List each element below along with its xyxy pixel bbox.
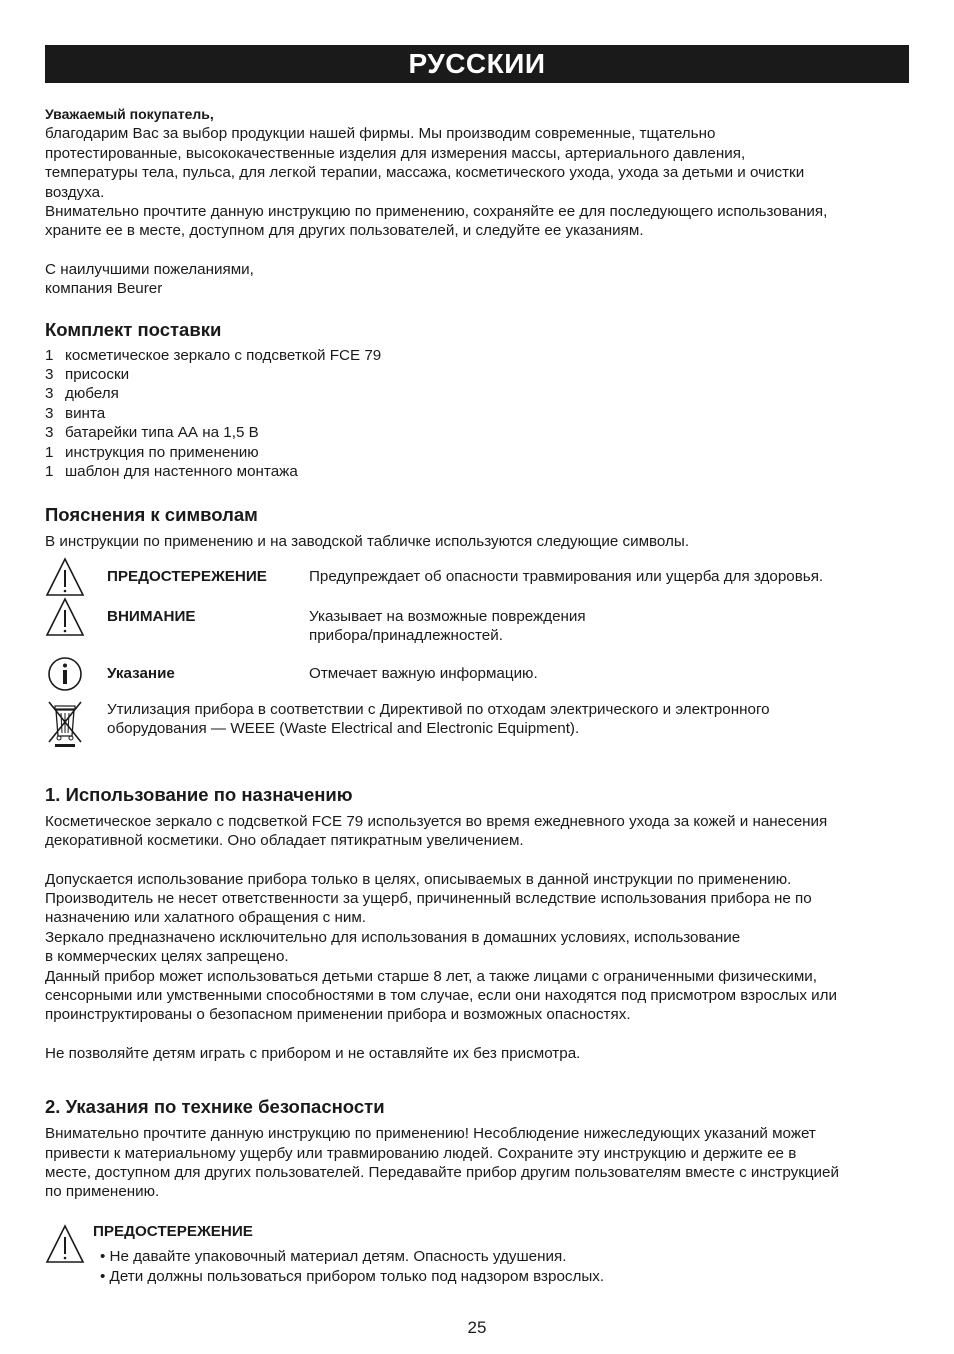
- contents-section: [45, 319, 909, 482]
- section1-heading: 1. Использование по назначению: [45, 783, 353, 805]
- paragraph-line: проинструктированы о безопасном применении прибора и возможных опасностях.: [45, 1006, 631, 1024]
- warning-triangle-icon: [45, 1224, 85, 1264]
- page-title: РУССКИИ: [408, 48, 546, 79]
- note-label: Указание: [107, 664, 175, 682]
- intro-line: воздуха.: [45, 183, 105, 201]
- paragraph-line: сенсорными или умственными способностями в том случае, если они находятся под присмотром взрослых или: [45, 986, 837, 1004]
- paragraph-line: месте, доступном для других пользователей. Передавайте прибор другим пользователям вместе с инструкцией: [45, 1164, 839, 1181]
- symbols-intro: В инструкции по применению и на заводской табличке используются следующие символы.: [45, 532, 690, 550]
- intro-line: протестированные, высококачественные изделия для измерения массы, артериального давления,: [45, 144, 746, 162]
- section-safety: [45, 1096, 909, 1286]
- safety-bullets: [93, 1247, 604, 1286]
- paragraph-line: Производитель не несет ответственности за ущерб, причиненный вследствие использования прибора не по: [45, 889, 812, 907]
- safety-warning-block: [45, 1222, 909, 1286]
- contents-list: [45, 346, 909, 482]
- paragraph-line: привести к материальному ущербу или травмированию людей. Сохраните эту инструкцию и держите ее в: [45, 1144, 797, 1162]
- list-item: 1 шаблон для настенного монтажа: [45, 463, 298, 481]
- company: компания Beurer: [45, 280, 163, 298]
- symbol-caution-row: [45, 597, 909, 646]
- list-item: 3 батарейки типа АА на 1,5 В: [45, 424, 259, 442]
- note-desc: Отмечает важную информацию.: [309, 664, 538, 682]
- page-number: 25: [467, 1318, 487, 1337]
- intro-section: [45, 105, 909, 299]
- paragraph-line: Внимательно прочтите данную инструкцию по применению! Несоблюдение нижеследующих указаний может: [45, 1125, 816, 1143]
- intro-line: благодарим Вас за выбор продукции нашей фирмы. Мы производим современные, тщательно: [45, 125, 716, 143]
- symbols-section: [45, 504, 909, 748]
- paragraph-line: декоративной косметики. Оно обладает пятикратным увеличением.: [45, 832, 524, 850]
- list-item: 3 винта: [45, 404, 106, 422]
- safety-warning-label: ПРЕДОСТЕРЕЖЕНИЕ: [93, 1222, 253, 1240]
- caution-desc: Указывает на возможные повреждения прибора/принадлежностей.: [309, 607, 586, 645]
- symbol-warning-row: [45, 557, 909, 597]
- symbols-heading: Пояснения к символам: [45, 503, 258, 525]
- regards: С наилучшими пожеланиями,: [45, 260, 254, 278]
- list-item: • Не давайте упаковочный материал детям. Опасность удушения.: [100, 1247, 604, 1266]
- list-item: 3 присоски: [45, 366, 130, 384]
- warning-label: ПРЕДОСТЕРЕЖЕНИЕ: [107, 567, 267, 585]
- paragraph-line: в коммерческих целях запрещено.: [45, 948, 289, 966]
- paragraph-line: Допускается использование прибора только в целях, описываемых в данной инструкции по применению.: [45, 870, 792, 888]
- paragraph-line: назначению или халатного обращения с ним.: [45, 909, 366, 927]
- list-item: 1 инструкция по применению: [45, 443, 259, 461]
- manual-page: [45, 45, 909, 1286]
- warning-triangle-icon: [45, 557, 85, 597]
- intro-line: храните ее в месте, доступном для других пользователей, и следуйте ее указаниям.: [45, 222, 644, 240]
- intro-line: температуры тела, пульса, для легкой терапии, массажа, косметического ухода, ухода за детьми и очистки: [45, 164, 805, 182]
- paragraph-line: по применению.: [45, 1183, 160, 1201]
- caution-triangle-icon: [45, 597, 85, 637]
- language-title-bar: [45, 45, 909, 83]
- caution-label: ВНИМАНИЕ: [107, 607, 196, 625]
- symbol-note-row: [45, 654, 909, 694]
- symbol-weee-row: [45, 700, 909, 748]
- intro-line: Внимательно прочтите данную инструкцию по применению, сохраняйте ее для последующего использования,: [45, 203, 828, 221]
- list-item: • Дети должны пользоваться прибором только под надзором взрослых.: [100, 1267, 604, 1286]
- warning-desc: Предупреждает об опасности травмирования или ущерба для здоровья.: [309, 567, 824, 585]
- paragraph-line: Не позволяйте детям играть с прибором и не оставляйте их без присмотра.: [45, 1044, 581, 1062]
- info-icon: [45, 654, 85, 694]
- greeting: Уважаемый покупатель,: [45, 106, 214, 122]
- safety-warning-content: [93, 1222, 604, 1286]
- list-item: 1 косметическое зеркало с подсветкой FCE 79: [45, 346, 382, 364]
- weee-desc: Утилизация прибора в соответствии с Директивой по отходам электрического и электронного оборудования — WEEE (Waste Electrical and Electronic Equipment).: [107, 700, 770, 738]
- paragraph-line: Данный прибор может использоваться детьми старше 8 лет, а также лицами с ограниченными физическими,: [45, 967, 817, 985]
- weee-crossed-bin-icon: [45, 700, 85, 748]
- section-intended-use: [45, 784, 909, 1063]
- contents-heading: Комплект поставки: [45, 318, 222, 340]
- paragraph-line: Косметическое зеркало с подсветкой FCE 79 используется во время ежедневного ухода за кожей и нанесения: [45, 812, 828, 830]
- paragraph-line: Зеркало предназначено исключительно для использования в домашних условиях, использование: [45, 928, 741, 946]
- section2-heading: 2. Указания по технике безопасности: [45, 1096, 385, 1118]
- list-item: 3 дюбеля: [45, 385, 119, 403]
